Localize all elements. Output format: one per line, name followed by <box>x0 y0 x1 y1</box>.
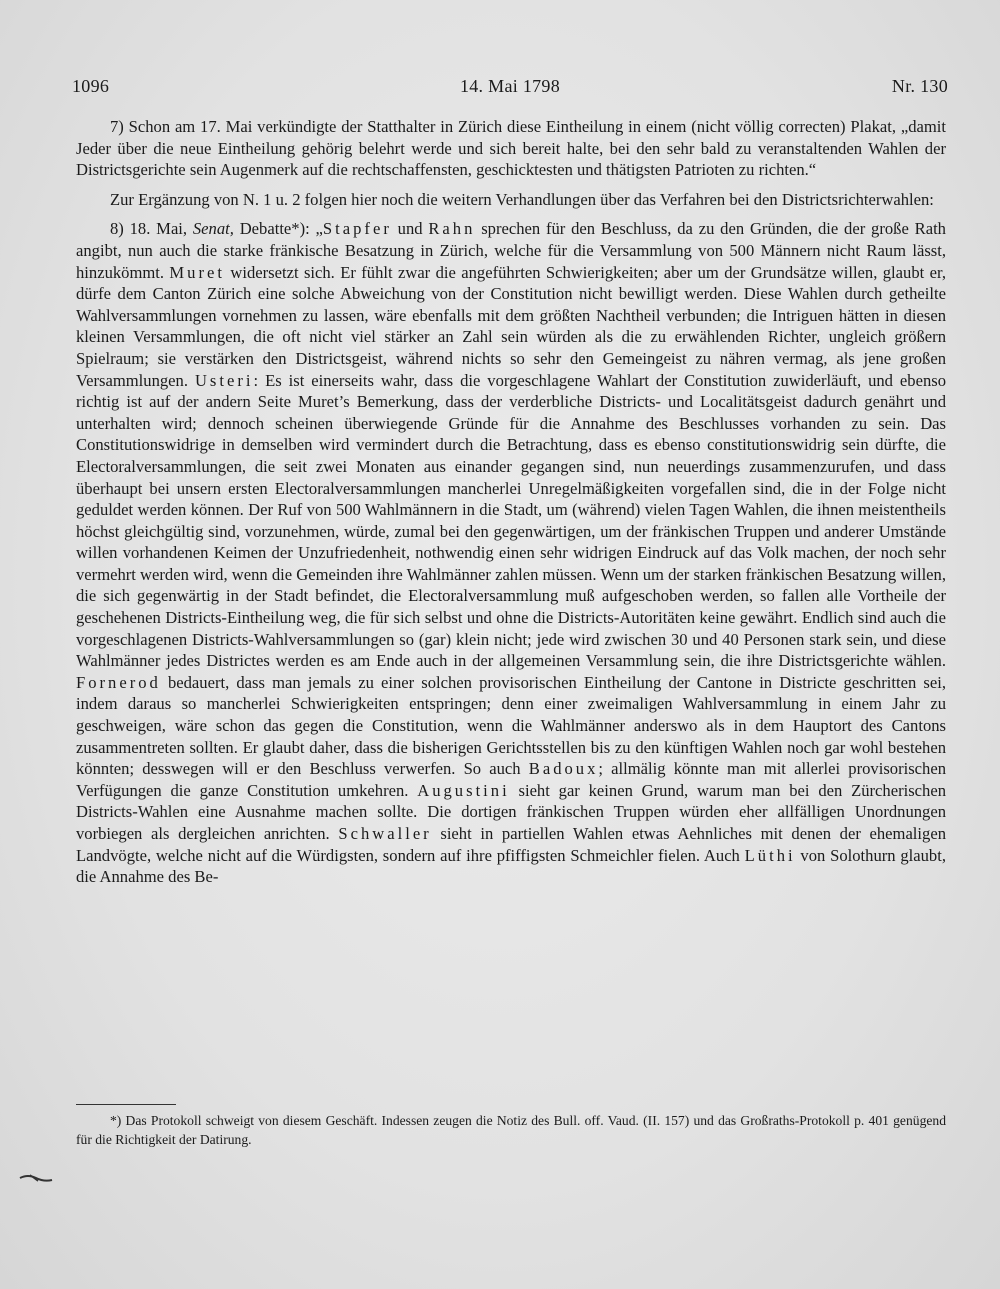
paragraph-7: 7) Schon am 17. Mai verkündigte der Statthalter in Zürich diese Eintheilung in einem (nicht völlig correcten) Plakat, „damit Jeder über die neue Eintheilung gehörig belehrt werde und sich bereit halte, bei den sehr bald zu veranstaltenden Wahlen der Districtsgerichte sein Augenmerk auf die rechtschaffensten, geschicktesten und thätigsten Patrioten zu richten.“ <box>76 117 946 180</box>
p8-text-4: bedauert, dass man jemals zu einer solchen provisorischen Eintheilung der Cantone in Districte geschritten sei, indem daraus so mancherlei Schwierigkeiten entspringen; denn einer zweimaligen Wahlversammlung in einem Jahr zu geschweigen, wäre schon das gegen die Constitution, wenn die Wahlmänner anderswo als in dem Hauptort des Cantons zusammentreten sollten. Er glaubt daher, dass die bisherigen Gerichtsstellen bis zu den künftigen Wahlen noch gar wohl bestehen könnten; desswegen will er den Beschluss verwerfen. So auch <box>76 672 946 779</box>
p8-intro: 8) 18. Mai, <box>110 219 188 239</box>
p8-text-8: von Solothurn glaubt, die Annahme des Be- <box>76 845 946 887</box>
speaker-muret: Muret <box>169 262 225 282</box>
paragraph-8 <box>76 218 946 887</box>
p8-text-and: und <box>391 219 429 239</box>
speaker-rahn: Rahn <box>428 219 476 239</box>
footnote-rule <box>76 1104 176 1105</box>
document-number: Nr. 130 <box>891 76 948 96</box>
page-number: 1096 <box>72 76 110 96</box>
speaker-luthi: Lüthi <box>744 845 796 865</box>
paragraph-supplement: Zur Ergänzung von N. 1 u. 2 folgen hier noch die weitern Verhandlungen über das Verfahren bei den Districtsrichterwahlen: <box>110 189 934 209</box>
speaker-schwaller: Schwaller <box>338 824 432 843</box>
p8-text-1: sprechen für den Beschluss, da zu den Gründen, die der große Rath angibt, nun auch die starke fränkische Besatzung in Zürich, welche für die Versammlung von 500 Männern nicht Raum lässt, hinzukömmt. <box>76 219 946 282</box>
header-date: 14. Mai 1798 <box>459 76 561 96</box>
running-header <box>72 76 948 102</box>
speaker-fornerod: Fornerod <box>76 672 161 692</box>
p8-text-7: sieht in partiellen Wahlen etwas Aehnliches mit denen der ehemaligen Landvögte, welche nicht auf die Würdigsten, sondern auf ihre pfiffigsten Schmeichler fielen. Auch <box>76 824 946 865</box>
ink-mark-icon <box>16 1168 56 1188</box>
body-text <box>76 116 946 896</box>
speaker-stapfer: Stapfer <box>322 219 392 239</box>
p8-text-3: : Es ist einerseits wahr, dass die vorgeschlagene Wahlart der Constitution zuwiderläuft, und ebenso richtig ist auf der andern Seite Muret’s Bemerkung, dass der verderbliche Districts- und Localitätsgeist dadurch genährt und unterhalten wird; dennoch scheinen überwiegende Gründe für die Annahme des Beschlusses vorhanden zu sein. Das Constitutionswidrige in demselben wird vermindert durch die Betrachtung, dass es ebenso constitutionswidrig sein dürfte, die Electoralversammlungen, die seit zwei Monaten aus einander gegangen sind, nun neuerdings zusammenzurufen, und dass überhaupt bei unsern ersten Electoralversammlungen mancherlei Unregelmäßigkeiten vorgefallen sind, die in der Folge nicht geduldet werden können. Der Ruf von 500 Wahlmännern in die Stadt, um (während) vielen Tagen Wahlen, die ihnen meistentheils höchst gleichgültig sind, vorzunehmen, würde, zumal bei den gegenwärtigen, um der fränkischen Truppen und anderer Umstände willen vorhandenen Keimen der Unzufriedenheit, nothwendig einen sehr widrigen Eindruck auf das Volk machen, der noch sehr vermehrt werden wird, wenn die Gemeinden ihre Wahlmänner zahlen müssen. Wenn um der starken fränkischen Besatzung willen, die sich gegenwärtig in der Stadt befindet, die Electoralversammlung muß aufgeschoben werden, so fallen alle Vortheile der geschehenen Districts-Eintheilung weg, die für sich selbst und ohne die Districts-Autoritäten keine gewährt. Endlich sind auch die vorgeschlagenen Districts-Wahlversammlungen so (gar) klein nicht; jede wird zwischen 30 und 40 Personen stark sein, und diese Wahlmänner jedes Districtes werden es am Ende auch in der allgemeinen Versammlung sein, die ihre Districtsgerichte wählen. <box>76 370 946 671</box>
footnote: *) Das Protokoll schweigt von diesem Geschäft. Indessen zeugen die Notiz des Bull. off. Vaud. (II. 157) und das Großraths-Protokoll p. 401 genügend für die Richtigkeit der Datirung. <box>76 1113 946 1147</box>
senat-label: Senat, <box>192 219 234 239</box>
p8-text-6: sieht gar keinen Grund, warum man bei den Zürcherischen Districts-Wahlen eine Ausnahme machen sollte. Die dortigen fränkischen Truppen würden eher allfälligen Unordnungen vorbiegen als dergleichen anrichten. <box>76 780 946 843</box>
debatte-label: Debatte*): „ <box>239 219 323 239</box>
speaker-usteri: Usteri <box>194 370 254 390</box>
p8-text-2: widersetzt sich. Er fühlt zwar die angeführten Schwierigkeiten; aber um der Grundsätze willen, glaubt er, dürfe dem Canton Zürich eine solche Abweichung von der Constitution nicht bewilligt werden. Diese Wahlen durch getheilte Wahlversammlungen vornehmen zu lassen, wäre ebenfalls mit dem größten Nachtheil verbunden; die Intriguen hätten in diesen kleinen Versammlungen, die oft nicht viel stärker an Zahl sein würden als die zu erwählenden Richter, ungleich größern Spielraum; sie verstärken den Districtsgeist, während nichts so sehr den Gemeingeist zu nähren vermag, als jene großen Versammlungen. <box>76 262 946 390</box>
speaker-badoux: Badoux <box>528 759 599 779</box>
speaker-augustini: Augustini <box>417 780 510 800</box>
p8-text-5: ; allmälig könnte man mit allerlei provisorischen Verfügungen die ganze Constitution umkehren. <box>76 759 947 800</box>
